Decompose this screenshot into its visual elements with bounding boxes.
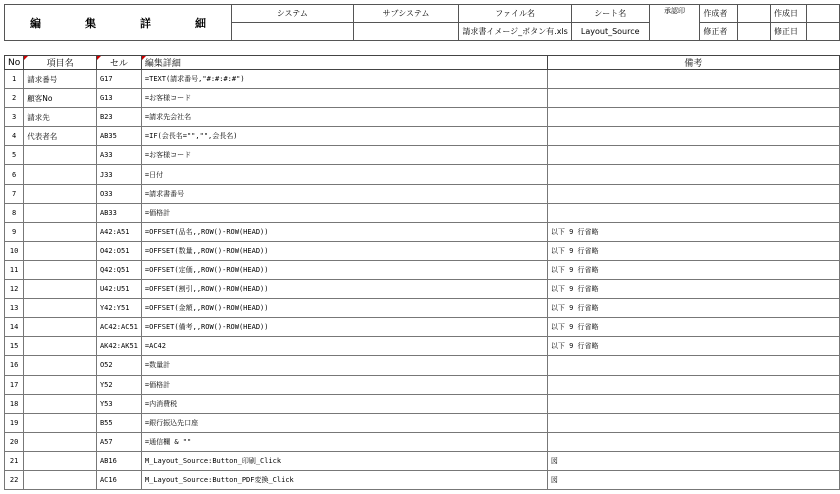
table-row (5, 127, 840, 146)
table-row (5, 146, 840, 165)
edit-detail-cell[interactable]: =OFFSET(定価,,ROW()-ROW(HEAD)) (141, 260, 547, 279)
column-header-cell: セル (96, 56, 141, 70)
item-name-cell[interactable] (24, 451, 97, 470)
table-row (5, 241, 840, 260)
cell-address-cell[interactable]: AB16 (96, 451, 141, 470)
table-row (5, 89, 840, 108)
note-cell[interactable] (547, 127, 839, 146)
note-cell[interactable]: 以下 9 行省略 (547, 280, 839, 299)
item-name-cell[interactable]: 請求番号 (24, 70, 97, 89)
subsystem-value[interactable] (353, 23, 459, 41)
table-row (5, 299, 840, 318)
header-table (4, 4, 840, 41)
row-number[interactable]: 15 (5, 337, 24, 356)
cell-address-cell[interactable]: A42:A51 (96, 222, 141, 241)
item-name-cell[interactable] (24, 146, 97, 165)
note-cell[interactable] (547, 203, 839, 222)
created-value[interactable] (806, 5, 839, 23)
filename-label: ファイル名 (459, 5, 571, 23)
item-name-cell[interactable]: 代表者名 (24, 127, 97, 146)
item-name-cell[interactable] (24, 375, 97, 394)
item-name-cell[interactable]: 請求先 (24, 108, 97, 127)
cell-address-cell[interactable]: O42:O51 (96, 241, 141, 260)
note-cell[interactable]: 以下 9 行省略 (547, 260, 839, 279)
note-cell[interactable] (547, 165, 839, 184)
note-cell[interactable]: 以下 9 行省略 (547, 337, 839, 356)
row-number[interactable]: 3 (5, 108, 24, 127)
edit-detail-cell[interactable]: M_Layout_Source:Button_印刷_Click (141, 451, 547, 470)
row-number[interactable]: 12 (5, 280, 24, 299)
edit-detail-cell[interactable]: =お客様コード (141, 146, 547, 165)
note-cell[interactable] (547, 394, 839, 413)
cell-address-cell[interactable]: Y53 (96, 394, 141, 413)
approval-stamp-label: 承認印 (649, 5, 700, 41)
edit-detail-cell[interactable]: =TEXT(請求番号,"#:#:#:#") (141, 70, 547, 89)
edit-detail-cell[interactable]: =請求書番号 (141, 184, 547, 203)
note-cell[interactable]: 図 (547, 451, 839, 470)
edit-detail-cell[interactable]: =請求先会社名 (141, 108, 547, 127)
table-row (5, 318, 840, 337)
edit-detail-cell[interactable]: =価格計 (141, 375, 547, 394)
row-number[interactable]: 14 (5, 318, 24, 337)
table-row (5, 356, 840, 375)
edit-detail-table (4, 55, 840, 490)
note-cell[interactable]: 以下 9 行省略 (547, 222, 839, 241)
note-cell[interactable]: 以下 9 行省略 (547, 241, 839, 260)
note-cell[interactable] (547, 70, 839, 89)
item-name-cell[interactable] (24, 241, 97, 260)
item-name-cell[interactable] (24, 337, 97, 356)
cell-address-cell[interactable]: AB35 (96, 127, 141, 146)
system-value[interactable] (232, 23, 354, 41)
row-number[interactable]: 5 (5, 146, 24, 165)
table-row (5, 108, 840, 127)
table-row (5, 432, 840, 451)
row-number[interactable]: 18 (5, 394, 24, 413)
system-label: システム (232, 5, 354, 23)
edit-detail-cell[interactable]: =数量計 (141, 356, 547, 375)
table-row (5, 470, 840, 489)
row-number[interactable]: 13 (5, 299, 24, 318)
table-row (5, 203, 840, 222)
table-row (5, 413, 840, 432)
table-row (5, 375, 840, 394)
note-cell[interactable] (547, 108, 839, 127)
cell-address-cell[interactable]: G17 (96, 70, 141, 89)
item-name-cell[interactable] (24, 356, 97, 375)
note-cell[interactable] (547, 184, 839, 203)
cell-address-cell[interactable]: Q42:Q51 (96, 260, 141, 279)
row-number[interactable]: 16 (5, 356, 24, 375)
cell-address-cell[interactable]: O52 (96, 356, 141, 375)
column-header-item: 項目名 (24, 56, 97, 70)
item-name-cell[interactable]: 顧客No (24, 89, 97, 108)
modified-label: 修正日 (771, 23, 807, 41)
item-name-cell[interactable] (24, 184, 97, 203)
table-row (5, 70, 840, 89)
cell-address-cell[interactable]: B23 (96, 108, 141, 127)
row-number[interactable]: 6 (5, 165, 24, 184)
row-number[interactable]: 21 (5, 451, 24, 470)
edit-detail-cell[interactable]: =IF(会長名="","",会長名) (141, 127, 547, 146)
filename-value[interactable]: 請求書イメージ_ボタン有.xls (459, 23, 571, 41)
table-row (5, 337, 840, 356)
table-row (5, 165, 840, 184)
edit-detail-cell[interactable]: =通信欄 & "" (141, 432, 547, 451)
note-cell[interactable] (547, 89, 839, 108)
edit-detail-cell[interactable]: =OFFSET(品名,,ROW()-ROW(HEAD)) (141, 222, 547, 241)
note-cell[interactable]: 図 (547, 470, 839, 489)
edit-detail-cell[interactable]: =内消費税 (141, 394, 547, 413)
edit-detail-cell[interactable]: =銀行振込先口座 (141, 413, 547, 432)
item-name-cell[interactable] (24, 260, 97, 279)
edit-detail-cell[interactable]: =OFFSET(割引,,ROW()-ROW(HEAD)) (141, 280, 547, 299)
item-name-cell[interactable] (24, 432, 97, 451)
item-name-cell[interactable] (24, 299, 97, 318)
editor-value[interactable] (737, 23, 770, 41)
cell-address-cell[interactable]: J33 (96, 165, 141, 184)
cell-address-cell[interactable]: AK42:AK51 (96, 337, 141, 356)
note-cell[interactable]: 以下 9 行省略 (547, 299, 839, 318)
cell-address-cell[interactable]: A33 (96, 146, 141, 165)
row-number[interactable]: 19 (5, 413, 24, 432)
created-label: 作成日 (771, 5, 807, 23)
edit-detail-cell[interactable]: =お客様コード (141, 89, 547, 108)
table-row (5, 222, 840, 241)
note-cell[interactable] (547, 413, 839, 432)
cell-address-cell[interactable]: B55 (96, 413, 141, 432)
table-row (5, 451, 840, 470)
modified-value[interactable] (806, 23, 839, 41)
cell-address-cell[interactable]: AC42:AC51 (96, 318, 141, 337)
row-number[interactable]: 1 (5, 70, 24, 89)
row-number[interactable]: 9 (5, 222, 24, 241)
table-row (5, 260, 840, 279)
item-name-cell[interactable] (24, 165, 97, 184)
cell-address-cell[interactable]: U42:U51 (96, 280, 141, 299)
edit-detail-cell[interactable]: =AC42 (141, 337, 547, 356)
document-title: 編 集 詳 細 (5, 5, 232, 41)
note-cell[interactable]: 以下 9 行省略 (547, 318, 839, 337)
note-cell[interactable] (547, 375, 839, 394)
cell-address-cell[interactable]: Y52 (96, 375, 141, 394)
item-name-cell[interactable] (24, 222, 97, 241)
edit-detail-cell[interactable]: =OFFSET(数量,,ROW()-ROW(HEAD)) (141, 241, 547, 260)
edit-detail-cell[interactable]: =OFFSET(備考,,ROW()-ROW(HEAD)) (141, 318, 547, 337)
table-row (5, 394, 840, 413)
row-number[interactable]: 17 (5, 375, 24, 394)
note-cell[interactable] (547, 432, 839, 451)
edit-detail-cell[interactable]: M_Layout_Source:Button_PDF変換_Click (141, 470, 547, 489)
row-number[interactable]: 7 (5, 184, 24, 203)
cell-address-cell[interactable]: Y42:Y51 (96, 299, 141, 318)
note-cell[interactable] (547, 356, 839, 375)
item-name-cell[interactable] (24, 280, 97, 299)
item-name-cell[interactable] (24, 203, 97, 222)
cell-address-cell[interactable]: G13 (96, 89, 141, 108)
edit-detail-cell[interactable]: =OFFSET(金額,,ROW()-ROW(HEAD)) (141, 299, 547, 318)
sheet-label: シート名 (571, 5, 649, 23)
column-header-note: 備考 (547, 56, 839, 70)
row-number[interactable]: 20 (5, 432, 24, 451)
item-name-cell[interactable] (24, 413, 97, 432)
row-number[interactable]: 22 (5, 470, 24, 489)
cell-address-cell[interactable]: AB33 (96, 203, 141, 222)
cell-address-cell[interactable]: O33 (96, 184, 141, 203)
note-cell[interactable] (547, 146, 839, 165)
item-name-cell[interactable] (24, 470, 97, 489)
editor-label: 修正者 (700, 23, 737, 41)
item-name-cell[interactable] (24, 318, 97, 337)
table-row (5, 184, 840, 203)
row-number[interactable]: 4 (5, 127, 24, 146)
row-number[interactable]: 11 (5, 260, 24, 279)
column-header-no: No (5, 56, 24, 70)
column-header-edit-detail: 編集詳細 (141, 56, 547, 70)
author-label: 作成者 (700, 5, 737, 23)
row-number[interactable]: 10 (5, 241, 24, 260)
row-number[interactable]: 8 (5, 203, 24, 222)
cell-address-cell[interactable]: A57 (96, 432, 141, 451)
edit-detail-cell[interactable]: =日付 (141, 165, 547, 184)
row-number[interactable]: 2 (5, 89, 24, 108)
cell-address-cell[interactable]: AC16 (96, 470, 141, 489)
sheet-value[interactable]: Layout_Source (571, 23, 649, 41)
author-value[interactable] (737, 5, 770, 23)
item-name-cell[interactable] (24, 394, 97, 413)
subsystem-label: サブシステム (353, 5, 459, 23)
edit-detail-cell[interactable]: =価格計 (141, 203, 547, 222)
table-row (5, 280, 840, 299)
